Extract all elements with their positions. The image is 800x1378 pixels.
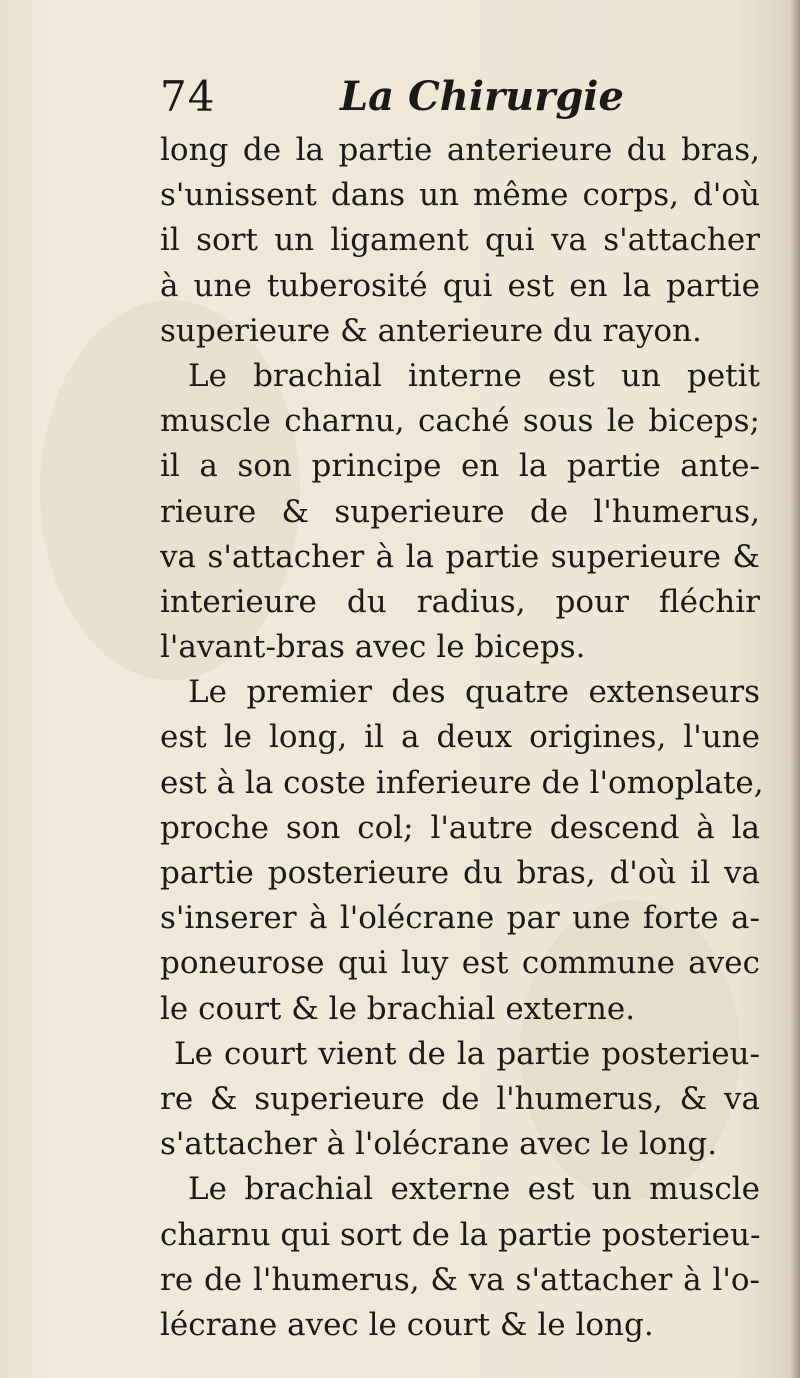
- text-line: re & superieure de l'humerus, & va: [160, 1080, 760, 1117]
- text-line: superieure & anterieure du rayon.: [160, 312, 702, 349]
- paragraph-start-line: Le court vient de la partie posterieu-: [174, 1035, 760, 1072]
- text-line: s'attacher à l'olécrane avec le long.: [160, 1126, 718, 1163]
- text-line: long de la partie anterieure du bras,: [160, 132, 760, 168]
- text-line: s'inserer à l'olécrane par une forte a-: [160, 900, 760, 937]
- text-line: interieure du radius, pour fléchir: [160, 583, 760, 620]
- text-line: charnu qui sort de la partie posterieu-: [160, 1216, 761, 1253]
- body-text: [160, 128, 764, 1348]
- text-line: est à la coste inferieure de l'omoplate,: [160, 764, 764, 801]
- text-line: rieure & superieure de l'humerus,: [160, 493, 760, 530]
- text-line: proche son col; l'autre descend à la: [160, 809, 760, 846]
- text-line: muscle charnu, caché sous le biceps;: [160, 403, 760, 440]
- text-line: re de l'humerus, & va s'attacher à l'o-: [160, 1261, 760, 1298]
- text-line: à une tuberosité qui est en la partie: [160, 267, 760, 304]
- text-line: le court & le brachial externe.: [160, 990, 636, 1027]
- text-line: il a son principe en la partie ante-: [160, 448, 760, 485]
- text-line: est le long, il a deux origines, l'une: [160, 719, 760, 756]
- running-title: La Chirurgie: [340, 73, 624, 120]
- paragraph-start-line: Le brachial externe est un muscle: [188, 1171, 760, 1208]
- page-number: 74: [160, 72, 216, 121]
- text-line: poneurose qui luy est commune avec: [160, 945, 760, 982]
- text-line: partie posterieure du bras, d'où il va: [160, 855, 760, 891]
- paragraph-start-line: Le brachial interne est un petit: [188, 357, 760, 394]
- text-line: lécrane avec le court & le long.: [160, 1306, 654, 1343]
- text-line: il sort un ligament qui va s'attacher: [160, 222, 760, 259]
- paragraph-start-line: Le premier des quatre extenseurs: [188, 674, 760, 711]
- page-header: [160, 72, 760, 132]
- text-line: va s'attacher à la partie superieure &: [160, 538, 760, 575]
- text-line: s'unissent dans un même corps, d'où: [160, 177, 760, 214]
- text-line: l'avant-bras avec le biceps.: [160, 629, 586, 666]
- page-edge-shadow: [790, 0, 800, 1378]
